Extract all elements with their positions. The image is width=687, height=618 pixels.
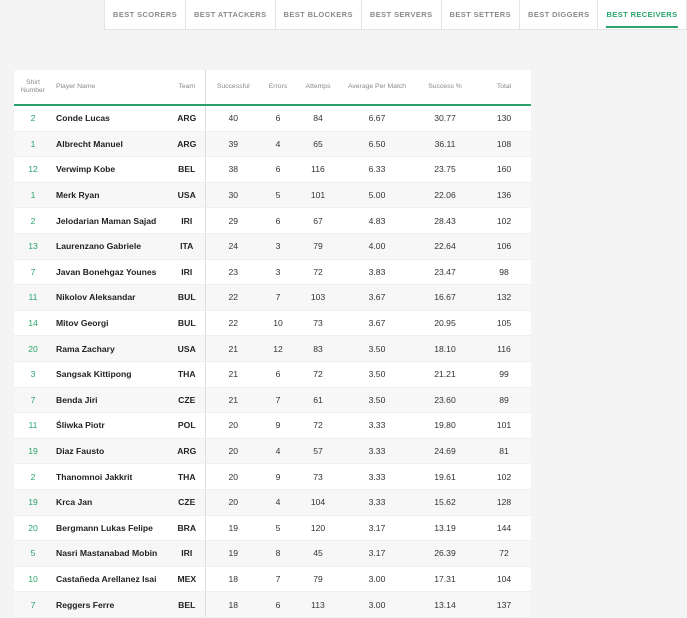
shirt-number-cell: 7 — [14, 387, 52, 413]
header-errors[interactable]: Errors — [261, 70, 295, 105]
shirt-number-cell: 1 — [14, 182, 52, 208]
tab-best-blockers[interactable]: BEST BLOCKERS — [276, 0, 362, 29]
average-cell: 3.33 — [341, 413, 413, 439]
table-row[interactable] — [14, 592, 531, 618]
success-pct-cell: 13.19 — [413, 515, 477, 541]
player-name-cell[interactable]: Bergmann Lukas Felipe — [52, 515, 169, 541]
team-cell: BUL — [169, 285, 205, 311]
team-cell: IRI — [169, 541, 205, 567]
errors-cell: 3 — [261, 233, 295, 259]
attempts-cell: 84 — [295, 105, 341, 131]
team-cell: BUL — [169, 310, 205, 336]
total-cell: 99 — [477, 361, 531, 387]
shirt-number-cell: 11 — [14, 285, 52, 311]
team-cell: THA — [169, 361, 205, 387]
errors-cell: 5 — [261, 182, 295, 208]
total-cell: 98 — [477, 259, 531, 285]
header-player-name[interactable]: Player Name — [52, 70, 169, 105]
total-cell: 130 — [477, 105, 531, 131]
average-cell: 3.17 — [341, 541, 413, 567]
errors-cell: 6 — [261, 105, 295, 131]
shirt-number-cell: 14 — [14, 310, 52, 336]
table-row[interactable] — [14, 387, 531, 413]
attempts-cell: 61 — [295, 387, 341, 413]
success-pct-cell: 23.75 — [413, 157, 477, 183]
shirt-number-cell: 2 — [14, 105, 52, 131]
team-cell: BRA — [169, 515, 205, 541]
success-pct-cell: 22.06 — [413, 182, 477, 208]
header-success-pct[interactable]: Success % — [413, 70, 477, 105]
total-cell: 104 — [477, 566, 531, 592]
table-header-row — [14, 70, 531, 105]
errors-cell: 4 — [261, 131, 295, 157]
shirt-number-cell: 2 — [14, 208, 52, 234]
errors-cell: 5 — [261, 515, 295, 541]
average-cell: 3.50 — [341, 361, 413, 387]
header-shirt-number[interactable]: Shirt Number — [14, 70, 52, 105]
successful-cell: 19 — [205, 541, 261, 567]
receivers-table-card — [14, 70, 531, 610]
total-cell: 102 — [477, 464, 531, 490]
average-cell: 3.00 — [341, 566, 413, 592]
success-pct-cell: 24.69 — [413, 438, 477, 464]
total-cell: 72 — [477, 541, 531, 567]
average-cell: 4.00 — [341, 233, 413, 259]
table-row[interactable] — [14, 464, 531, 490]
attempts-cell: 72 — [295, 259, 341, 285]
table-row[interactable] — [14, 361, 531, 387]
player-name-cell[interactable]: Albrecht Manuel — [52, 131, 169, 157]
successful-cell: 20 — [205, 413, 261, 439]
tab-best-attackers[interactable]: BEST ATTACKERS — [186, 0, 276, 29]
successful-cell: 20 — [205, 438, 261, 464]
tab-best-diggers[interactable]: BEST DIGGERS — [520, 0, 598, 29]
errors-cell: 7 — [261, 387, 295, 413]
total-cell: 102 — [477, 208, 531, 234]
success-pct-cell: 17.31 — [413, 566, 477, 592]
header-attempts[interactable]: Attemps — [295, 70, 341, 105]
shirt-number-cell: 5 — [14, 541, 52, 567]
team-cell: MEX — [169, 566, 205, 592]
shirt-number-cell: 7 — [14, 259, 52, 285]
attempts-cell: 73 — [295, 464, 341, 490]
shirt-number-cell: 1 — [14, 131, 52, 157]
successful-cell: 39 — [205, 131, 261, 157]
player-name-cell[interactable]: Nasri Mastanabad Mobin — [52, 541, 169, 567]
team-cell: CZE — [169, 489, 205, 515]
errors-cell: 7 — [261, 566, 295, 592]
average-cell: 6.67 — [341, 105, 413, 131]
average-cell: 3.00 — [341, 592, 413, 618]
player-name-cell[interactable]: Krca Jan — [52, 489, 169, 515]
player-name-cell[interactable]: Sangsak Kittipong — [52, 361, 169, 387]
tab-best-setters[interactable]: BEST SETTERS — [442, 0, 520, 29]
average-cell: 5.00 — [341, 182, 413, 208]
success-pct-cell: 19.61 — [413, 464, 477, 490]
player-name-cell[interactable]: Laurenzano Gabriele — [52, 233, 169, 259]
errors-cell: 4 — [261, 438, 295, 464]
shirt-number-cell: 3 — [14, 361, 52, 387]
errors-cell: 10 — [261, 310, 295, 336]
player-name-cell[interactable]: Nikolov Aleksandar — [52, 285, 169, 311]
player-name-cell[interactable]: Śliwka Piotr — [52, 413, 169, 439]
team-cell: ITA — [169, 233, 205, 259]
player-name-cell[interactable]: Reggers Ferre — [52, 592, 169, 618]
team-cell: USA — [169, 182, 205, 208]
average-cell: 3.83 — [341, 259, 413, 285]
table-row[interactable] — [14, 285, 531, 311]
errors-cell: 6 — [261, 157, 295, 183]
errors-cell: 6 — [261, 208, 295, 234]
team-cell: IRI — [169, 259, 205, 285]
header-average[interactable]: Average Per Match — [341, 70, 413, 105]
success-pct-cell: 23.60 — [413, 387, 477, 413]
shirt-number-cell: 20 — [14, 336, 52, 362]
average-cell: 3.33 — [341, 438, 413, 464]
player-name-cell[interactable]: Verwimp Kobe — [52, 157, 169, 183]
attempts-cell: 65 — [295, 131, 341, 157]
team-cell: CZE — [169, 387, 205, 413]
attempts-cell: 67 — [295, 208, 341, 234]
successful-cell: 24 — [205, 233, 261, 259]
team-cell: BEL — [169, 592, 205, 618]
successful-cell: 19 — [205, 515, 261, 541]
attempts-cell: 116 — [295, 157, 341, 183]
table-row[interactable] — [14, 157, 531, 183]
player-name-cell[interactable]: Conde Lucas — [52, 105, 169, 131]
attempts-cell: 79 — [295, 233, 341, 259]
success-pct-cell: 20.95 — [413, 310, 477, 336]
errors-cell: 7 — [261, 285, 295, 311]
average-cell: 3.67 — [341, 310, 413, 336]
player-name-cell[interactable]: Rama Zachary — [52, 336, 169, 362]
successful-cell: 38 — [205, 157, 261, 183]
total-cell: 144 — [477, 515, 531, 541]
errors-cell: 4 — [261, 489, 295, 515]
player-name-cell[interactable]: Thanomnoi Jakkrit — [52, 464, 169, 490]
team-cell: ARG — [169, 105, 205, 131]
stats-tabs — [104, 0, 687, 30]
table-row[interactable] — [14, 105, 531, 131]
total-cell: 116 — [477, 336, 531, 362]
average-cell: 6.33 — [341, 157, 413, 183]
table-row[interactable] — [14, 541, 531, 567]
table-row[interactable] — [14, 489, 531, 515]
attempts-cell: 104 — [295, 489, 341, 515]
player-name-cell[interactable]: Javan Bonehgaz Younes — [52, 259, 169, 285]
average-cell: 4.83 — [341, 208, 413, 234]
errors-cell: 9 — [261, 464, 295, 490]
average-cell: 3.50 — [341, 336, 413, 362]
success-pct-cell: 13.14 — [413, 592, 477, 618]
attempts-cell: 103 — [295, 285, 341, 311]
player-name-cell[interactable]: Benda Jiri — [52, 387, 169, 413]
success-pct-cell: 21.21 — [413, 361, 477, 387]
average-cell: 3.33 — [341, 464, 413, 490]
errors-cell: 6 — [261, 361, 295, 387]
total-cell: 105 — [477, 310, 531, 336]
shirt-number-cell: 19 — [14, 438, 52, 464]
attempts-cell: 73 — [295, 310, 341, 336]
team-cell: BEL — [169, 157, 205, 183]
total-cell: 106 — [477, 233, 531, 259]
average-cell: 3.33 — [341, 489, 413, 515]
successful-cell: 30 — [205, 182, 261, 208]
header-successful[interactable]: Successful — [205, 70, 261, 105]
table-row[interactable] — [14, 233, 531, 259]
attempts-cell: 72 — [295, 413, 341, 439]
table-row[interactable] — [14, 259, 531, 285]
table-row[interactable] — [14, 208, 531, 234]
team-cell: IRI — [169, 208, 205, 234]
team-cell: ARG — [169, 131, 205, 157]
average-cell: 3.17 — [341, 515, 413, 541]
team-cell: POL — [169, 413, 205, 439]
success-pct-cell: 19.80 — [413, 413, 477, 439]
attempts-cell: 83 — [295, 336, 341, 362]
errors-cell: 3 — [261, 259, 295, 285]
table-row[interactable] — [14, 310, 531, 336]
player-name-cell[interactable]: Castañeda Arellanez Isai — [52, 566, 169, 592]
table-row[interactable] — [14, 413, 531, 439]
success-pct-cell: 18.10 — [413, 336, 477, 362]
table-row[interactable] — [14, 438, 531, 464]
player-name-cell[interactable]: Diaz Fausto — [52, 438, 169, 464]
team-cell: THA — [169, 464, 205, 490]
header-team[interactable]: Team — [169, 70, 205, 105]
team-cell: ARG — [169, 438, 205, 464]
total-cell: 108 — [477, 131, 531, 157]
shirt-number-cell: 12 — [14, 157, 52, 183]
total-cell: 128 — [477, 489, 531, 515]
success-pct-cell: 28.43 — [413, 208, 477, 234]
tab-best-servers[interactable]: BEST SERVERS — [362, 0, 442, 29]
shirt-number-cell: 20 — [14, 515, 52, 541]
successful-cell: 21 — [205, 361, 261, 387]
success-pct-cell: 15.62 — [413, 489, 477, 515]
average-cell: 3.50 — [341, 387, 413, 413]
successful-cell: 20 — [205, 464, 261, 490]
successful-cell: 20 — [205, 489, 261, 515]
errors-cell: 9 — [261, 413, 295, 439]
shirt-number-cell: 19 — [14, 489, 52, 515]
errors-cell: 6 — [261, 592, 295, 618]
attempts-cell: 101 — [295, 182, 341, 208]
shirt-number-cell: 2 — [14, 464, 52, 490]
successful-cell: 21 — [205, 336, 261, 362]
total-cell: 89 — [477, 387, 531, 413]
errors-cell: 12 — [261, 336, 295, 362]
attempts-cell: 79 — [295, 566, 341, 592]
table-row[interactable] — [14, 131, 531, 157]
player-name-cell[interactable]: Jelodarian Maman Sajad — [52, 208, 169, 234]
attempts-cell: 120 — [295, 515, 341, 541]
average-cell: 6.50 — [341, 131, 413, 157]
success-pct-cell: 16.67 — [413, 285, 477, 311]
shirt-number-cell: 7 — [14, 592, 52, 618]
successful-cell: 22 — [205, 285, 261, 311]
header-total[interactable]: Total — [477, 70, 531, 105]
successful-cell: 40 — [205, 105, 261, 131]
total-cell: 81 — [477, 438, 531, 464]
receivers-table — [14, 70, 531, 618]
tab-best-scorers[interactable]: BEST SCORERS — [105, 0, 186, 29]
success-pct-cell: 22.64 — [413, 233, 477, 259]
attempts-cell: 113 — [295, 592, 341, 618]
total-cell: 101 — [477, 413, 531, 439]
success-pct-cell: 26.39 — [413, 541, 477, 567]
player-name-cell[interactable]: Mitov Georgi — [52, 310, 169, 336]
success-pct-cell: 30.77 — [413, 105, 477, 131]
successful-cell: 18 — [205, 592, 261, 618]
team-cell: USA — [169, 336, 205, 362]
attempts-cell: 57 — [295, 438, 341, 464]
attempts-cell: 72 — [295, 361, 341, 387]
table-row[interactable] — [14, 515, 531, 541]
player-name-cell[interactable]: Merk Ryan — [52, 182, 169, 208]
successful-cell: 18 — [205, 566, 261, 592]
average-cell: 3.67 — [341, 285, 413, 311]
success-pct-cell: 36.11 — [413, 131, 477, 157]
successful-cell: 21 — [205, 387, 261, 413]
attempts-cell: 45 — [295, 541, 341, 567]
errors-cell: 8 — [261, 541, 295, 567]
total-cell: 136 — [477, 182, 531, 208]
table-row[interactable] — [14, 566, 531, 592]
total-cell: 137 — [477, 592, 531, 618]
table-row[interactable] — [14, 336, 531, 362]
total-cell: 132 — [477, 285, 531, 311]
shirt-number-cell: 11 — [14, 413, 52, 439]
successful-cell: 29 — [205, 208, 261, 234]
table-row[interactable] — [14, 182, 531, 208]
success-pct-cell: 23.47 — [413, 259, 477, 285]
total-cell: 160 — [477, 157, 531, 183]
shirt-number-cell: 13 — [14, 233, 52, 259]
successful-cell: 22 — [205, 310, 261, 336]
successful-cell: 23 — [205, 259, 261, 285]
tab-best-receivers[interactable]: BEST RECEIVERS — [598, 0, 685, 29]
shirt-number-cell: 10 — [14, 566, 52, 592]
